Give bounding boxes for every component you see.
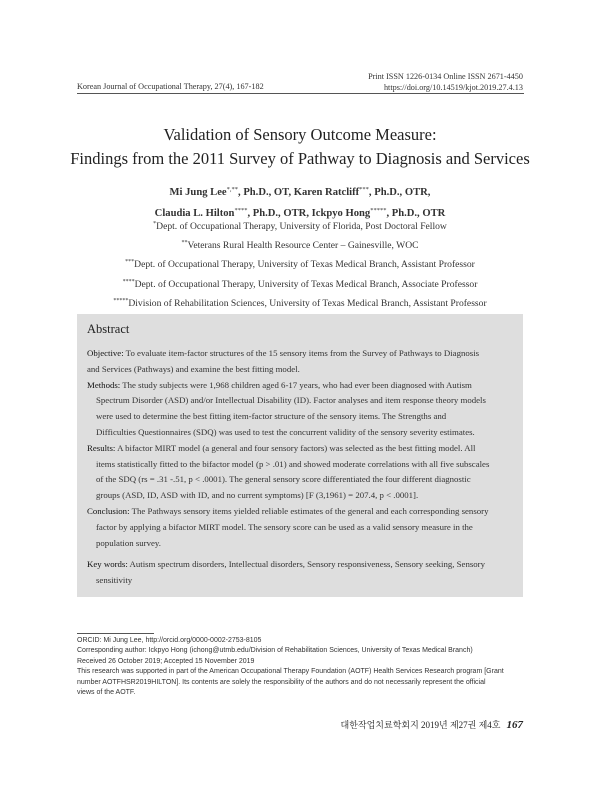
doi-link[interactable]: https://doi.org/10.14519/kjot.2019.27.4.13	[383, 83, 523, 92]
paper-title	[0, 123, 600, 171]
page-footer	[341, 718, 523, 731]
abstract-keywords: Key words: Autism spectrum disorders, Intellectual disorders, Sensory responsiveness, Sensory seeking, Sensory sensitivity	[87, 559, 486, 586]
section-label: Results:	[87, 442, 116, 453]
author-mark: ****	[234, 207, 248, 214]
abstract-body	[87, 346, 513, 589]
header-issn-doi	[368, 71, 523, 93]
page-number: 167	[506, 719, 523, 731]
author-name: Karen Ratcliff	[293, 187, 360, 198]
received-note: Received 26 October 2019; Accepted 15 November 2019	[77, 657, 255, 665]
abstract-conclusion: Conclusion: The Pathways sensory items yielded reliable estimates of the general and each corresponding sensory factor by applying a bifactor MIRT model. The sensory score can be used as a valid sensory measure in the population survey.	[87, 505, 489, 548]
funding-note-line: number AOTFHSR2019HILTON]. Its contents are solely the responsibility of the authors and do not necessarily represent the official	[77, 678, 486, 686]
abstract-results: Results: A bifactor MIRT model (a general and four sensory factors) was selected as the best fitting model. All items statistically fitted to the bifactor model (p > .01) and showed moderate correlations with all five subscales of the SDQ (rs = .31 -.51, p < .0001). The general sensory score differentiated the four different diagnostic groups (ASD, ID, ASD with ID, and no current symptoms) [F (3,1961) = 207.4, p < .0001].	[87, 442, 490, 501]
abstract-heading: Abstract	[87, 322, 130, 336]
orcid-note[interactable]: ORCID: Mi Jung Lee, http://orcid.org/0000-0002-2753-8105	[77, 637, 262, 644]
author-degree: , Ph.D., OTR,	[247, 208, 312, 219]
footnotes	[77, 636, 524, 698]
abstract-methods: Methods: The study subjects were 1,968 children aged 6-17 years, who had ever been diagnosed with Autism Spectrum Disorder (ASD) and/or Intellectual Disability (ID). Factor analyses and item response theory models were used to determine the best fitting item-factor structure of the sensory items. The Strengths and Difficulties Questionnaires (SDQ) was used to test the concurrent validity of the sensory severity estimates.	[87, 379, 486, 437]
affiliation: *Dept. of Occupational Therapy, University of Florida, Post Doctoral Fellow	[153, 221, 447, 232]
affiliation: ***Dept. of Occupational Therapy, University of Texas Medical Branch, Assistant Professor	[125, 259, 475, 271]
header-rule	[77, 93, 524, 94]
author-degree: , Ph.D., OTR	[386, 208, 446, 219]
journal-korean-name: 대한작업치료학회지 2019년 제27권 제4호	[340, 720, 501, 730]
affiliation-mark: *****	[113, 297, 129, 304]
author-mark: *****	[370, 207, 387, 214]
footnote-rule	[77, 633, 154, 634]
author-degree: , Ph.D., OT,	[238, 187, 294, 198]
affiliation: *****Division of Rehabilitation Sciences, University of Texas Medical Branch, Assistant Professor	[113, 297, 487, 309]
journal-citation: Korean Journal of Occupational Therapy, 27(4), 167-182	[77, 82, 264, 91]
author-name: Claudia L. Hilton	[154, 208, 235, 219]
affiliation-mark: **	[181, 240, 188, 247]
funding-note-line: views of the AOTF.	[77, 689, 136, 697]
title-line-2: Findings from the 2011 Survey of Pathway to Diagnosis and Services	[70, 149, 530, 168]
affiliation-list	[0, 216, 600, 312]
affiliation: ****Dept. of Occupational Therapy, University of Texas Medical Branch, Associate Professor	[122, 278, 478, 290]
corresponding-author-note: Corresponding author: Ickpyo Hong (ichong@utmb.edu/Division of Rehabilitation Sciences, University of Texas Medical Branch)	[77, 647, 473, 655]
issn: Print ISSN 1226-0134 Online ISSN 2671-4450	[368, 72, 523, 81]
affiliation-mark: ****	[122, 278, 135, 285]
funding-note-line: This research was supported in part of the American Occupational Therapy Foundation (AOTF) Health Services Research program [Grant	[77, 668, 504, 676]
section-label: Objective:	[87, 348, 124, 358]
author-degree: , Ph.D., OTR,	[368, 187, 431, 198]
abstract-objective: Objective: To evaluate item-factor structures of the 15 sensory items from the Survey of Pathways to Diagnosis and Services (Pathways) and examine the best fitting model.	[87, 348, 480, 374]
affiliation: **Veterans Rural Health Resource Center – Gainesville, WOC	[181, 240, 419, 252]
author-mark: ***	[359, 186, 369, 193]
section-label: Methods:	[87, 379, 121, 390]
affiliation-mark: *	[153, 221, 157, 227]
section-label: Key words:	[87, 559, 128, 570]
author-line-1	[0, 181, 600, 202]
affiliation-mark: ***	[125, 259, 135, 266]
title-line-1: Validation of Sensory Outcome Measure:	[163, 125, 437, 144]
author-name: Mi Jung Lee	[169, 187, 227, 198]
author-name: Ickpyo Hong	[311, 208, 371, 219]
section-label: Conclusion:	[87, 505, 130, 516]
author-mark: *,**	[226, 186, 239, 193]
